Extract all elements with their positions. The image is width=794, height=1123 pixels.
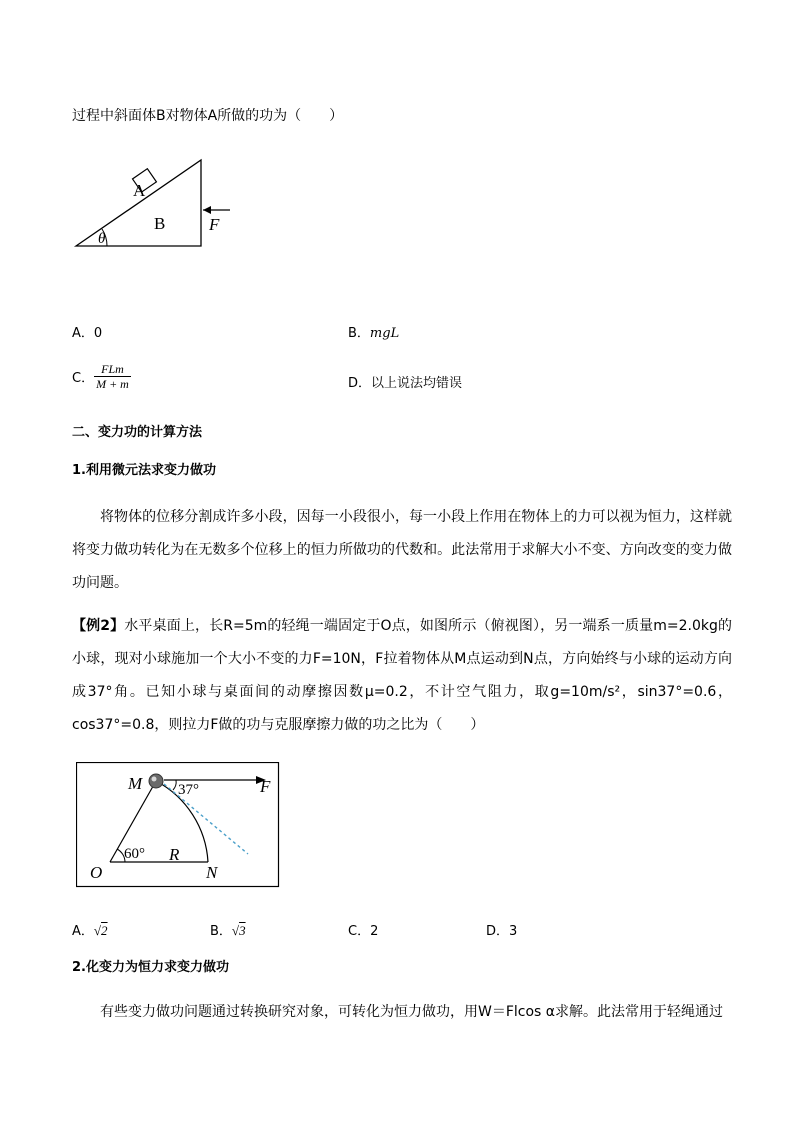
example2-tag: 【例2】 bbox=[72, 618, 125, 634]
option-a-value: 0 bbox=[93, 326, 103, 341]
method1-heading: 1.利用微元法求变力做功 bbox=[72, 463, 216, 478]
label-m: M bbox=[128, 774, 143, 793]
label-a: A bbox=[133, 181, 146, 200]
fraction-numerator: FLm bbox=[94, 362, 131, 377]
method2-heading: 2.化变力为恒力求变力做功 bbox=[72, 960, 229, 975]
incline-triangle bbox=[76, 160, 201, 246]
option-c[interactable] bbox=[72, 362, 131, 391]
label-n: N bbox=[206, 863, 218, 882]
option-c-label: C． bbox=[72, 371, 95, 386]
label-b: B bbox=[154, 214, 166, 233]
label-r: R bbox=[169, 845, 180, 864]
question-stem: 过程中斜面体B对物体A所做的功为（ ） bbox=[72, 108, 344, 124]
ex2-option-d-value: 3 bbox=[509, 924, 518, 939]
ex2-option-c-label: C． bbox=[348, 924, 371, 939]
ex2-option-b-value: 3 bbox=[239, 923, 246, 938]
sqrt-3: √3 bbox=[231, 923, 246, 938]
label-o: O bbox=[90, 863, 103, 882]
force-arrow-head bbox=[203, 206, 211, 214]
option-a[interactable] bbox=[72, 322, 102, 341]
label-theta: θ bbox=[98, 231, 106, 247]
ex2-option-d-label: D． bbox=[486, 924, 510, 939]
fraction-denominator: M + m bbox=[96, 377, 129, 391]
ex2-option-b-label: B． bbox=[210, 924, 232, 939]
label-37: 37° bbox=[178, 782, 199, 798]
example2-stem: 水平桌面上，长R=5m的轻绳一端固定于O点，如图所示（俯视图），另一端系一质量m=2.0kg的小球，现对小球施加一个大小不变的力F=10N，F拉着物体从M点运动到N点，方向始终与小球的运动方向成37°角。已知小球与桌面间的动摩擦因数μ=0.2，不计空气阻力，取g=10m/s²，sin37°=0.6，cos37°=0.8，则拉力F做的功与克服摩擦力做的功之比为（ ） bbox=[72, 618, 732, 733]
option-c-fraction bbox=[94, 362, 131, 391]
ex2-option-a-label: A． bbox=[72, 924, 94, 939]
label-f: F bbox=[260, 777, 271, 796]
example2-text bbox=[72, 610, 732, 742]
incline-figure bbox=[70, 150, 240, 254]
ex2-option-c-value: 2 bbox=[370, 924, 379, 939]
ex2-option-d[interactable] bbox=[486, 920, 517, 939]
option-d[interactable] bbox=[348, 372, 462, 391]
option-b-label: B． bbox=[348, 326, 370, 341]
option-d-value: 以上说法均错误 bbox=[371, 376, 463, 391]
ex2-option-b[interactable] bbox=[210, 920, 246, 939]
sqrt-2: √2 bbox=[93, 923, 108, 938]
option-b[interactable] bbox=[348, 322, 399, 341]
rope-figure bbox=[76, 762, 280, 888]
ex2-option-a-value: 2 bbox=[101, 923, 108, 938]
option-d-label: D． bbox=[348, 376, 372, 391]
ex2-option-a[interactable] bbox=[72, 920, 108, 939]
ex2-option-c[interactable] bbox=[348, 920, 378, 939]
method2-body: 有些变力做功问题通过转换研究对象，可转化为恒力做功，用W＝Flcos α求解。此法常用于轻绳通过 bbox=[100, 1004, 724, 1020]
method1-body: 将物体的位移分割成许多小段，因每一小段很小，每一小段上作用在物体上的力可以视为恒力，这样就将变力做功转化为在无数多个位移上的恒力所做功的代数和。此法常用于求解大小不变、方向改变的变力做功问题。 bbox=[72, 509, 732, 591]
option-a-label: A． bbox=[72, 326, 94, 341]
ball bbox=[149, 774, 163, 788]
label-60: 60° bbox=[124, 846, 145, 862]
label-f: F bbox=[209, 215, 220, 234]
ball-highlight bbox=[152, 777, 157, 782]
option-b-value: mgL bbox=[369, 326, 400, 341]
section-heading: 二、变力功的计算方法 bbox=[72, 425, 203, 440]
